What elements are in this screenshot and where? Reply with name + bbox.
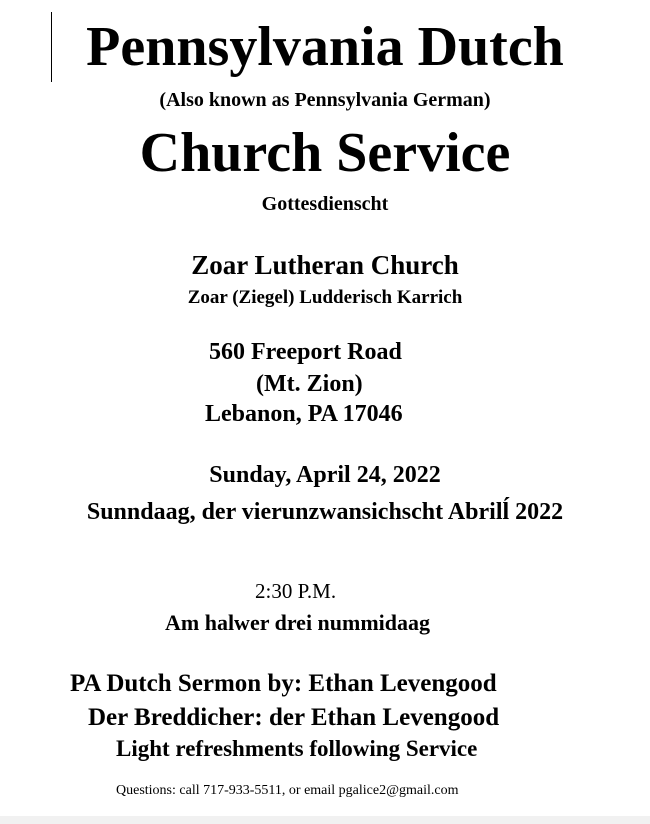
page-bottom-edge (0, 816, 650, 824)
address-city: Lebanon, PA 17046 (205, 401, 403, 427)
questions-contact: Questions: call 717-933-5511, or email pgalice2@gmail.com (116, 783, 459, 798)
date-english: Sunday, April 24, 2022 (209, 462, 441, 488)
time-english: 2:30 P.M. (255, 579, 337, 603)
church-name: Zoar Lutheran Church (191, 250, 459, 280)
refreshments-note: Light refreshments following Service (116, 736, 478, 761)
sermon-english: PA Dutch Sermon by: Ethan Levengood (70, 670, 497, 697)
address-area: (Mt. Zion) (256, 371, 363, 397)
service-heading-pa: Gottesdienscht (261, 193, 389, 215)
time-pa: Am halwer drei nummidaag (165, 610, 431, 635)
address-street: 560 Freeport Road (209, 339, 402, 365)
flyer-title-text: Pennsylvania Dutch (86, 16, 564, 78)
church-name-pa: Zoar (Ziegel) Ludderisch Karrich (187, 287, 463, 308)
flyer-title (0, 16, 650, 78)
date-pa: Sunndaag, der vierunzwansichscht Abrilĺ 2022 (86, 499, 564, 525)
sermon-pa: Der Breddicher: der Ethan Levengood (88, 704, 500, 731)
flyer-subtitle: (Also known as Pennsylvania German) (159, 89, 491, 111)
service-heading: Church Service (139, 122, 511, 184)
